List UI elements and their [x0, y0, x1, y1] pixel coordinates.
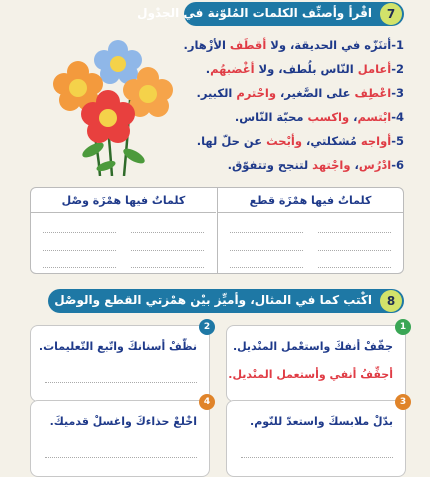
answer-line[interactable]	[241, 457, 393, 458]
answer-line[interactable]	[131, 250, 204, 251]
answer-line[interactable]	[45, 382, 197, 383]
sentence-item	[228, 158, 404, 172]
sentence-item	[197, 134, 404, 148]
sentence-number: 6-	[391, 158, 404, 172]
example-answer: أجفِّفُ أنفي وأستعمل المنْديل.	[228, 368, 393, 381]
sentence-text: لتنجح وتتفوّق.	[227, 158, 313, 172]
box-sentence: اخْلعْ حذاءكَ واغسلْ قدميكَ.	[49, 415, 197, 428]
box-number-badge: 4	[199, 394, 215, 410]
hamzat-wasl-column	[31, 188, 216, 273]
box-number-badge: 2	[199, 319, 215, 335]
box-number-badge: 3	[395, 394, 411, 410]
exercise-8-header	[48, 289, 404, 313]
highlighted-word: أغْضبهُم	[210, 62, 255, 76]
highlighted-word: واجْتهد	[312, 158, 351, 172]
highlighted-word: واكسب	[307, 110, 350, 124]
box-number-badge: 1	[395, 319, 411, 335]
highlighted-word: وأبْحث	[266, 134, 302, 148]
exercise-box	[30, 322, 211, 402]
sentence-number: 5-	[391, 134, 404, 148]
sentence-number: 2-	[391, 62, 404, 76]
sentence-text: محبّة النّاس.	[234, 110, 308, 124]
answer-line[interactable]	[43, 250, 116, 251]
answer-line[interactable]	[43, 267, 116, 268]
sentence-number: 4-	[391, 110, 404, 124]
exercise-box	[226, 322, 407, 402]
sentence-item	[206, 62, 404, 76]
answer-line[interactable]	[45, 457, 197, 458]
sentence-text: ،	[349, 110, 358, 124]
sentence-item	[183, 38, 404, 52]
hamzat-qat-column	[217, 188, 403, 273]
sentence-item	[196, 86, 404, 100]
answer-line[interactable]	[230, 267, 303, 268]
exercise-title: اكْتب كما في المثال، وأميِّز بيْن همْزتي القطع والوصْل	[54, 293, 372, 307]
sentence-number: 3-	[391, 86, 404, 100]
highlighted-word: ادْرُس	[358, 158, 392, 172]
column-header: كلماتٌ فيها همْزَة قطع	[218, 188, 403, 213]
answer-line[interactable]	[318, 232, 391, 233]
box-sentence: جفّفْ أنفكَ واستعْمل المنْديل.	[232, 340, 393, 353]
exercise-title: اقْرأ وأصنِّف الكلمات المُلوّنة في الجدْول	[137, 6, 372, 20]
answer-line[interactable]	[131, 232, 204, 233]
exercise-number: 8	[380, 290, 402, 312]
highlighted-word: أواجه	[360, 134, 392, 148]
answer-line[interactable]	[230, 250, 303, 251]
sentence-text: .	[205, 62, 211, 76]
sentence-text: النّاس بلُطف، ولا	[254, 62, 358, 76]
answer-line[interactable]	[43, 232, 116, 233]
answer-line[interactable]	[318, 267, 391, 268]
box-sentence: بدّلْ ملابسكَ واستعدّ للنّوم.	[250, 415, 393, 428]
exercise-7-header	[137, 2, 404, 26]
answer-line[interactable]	[131, 267, 204, 268]
sentence-text: الأزْهار.	[183, 38, 230, 52]
flowers-illustration	[48, 38, 176, 176]
sentence-text: الكبير.	[196, 86, 237, 100]
exercise-number: 7	[380, 3, 402, 25]
exercise-box	[226, 397, 407, 477]
box-sentence: نظّفْ أسنانكَ واتّبع التّعليمات.	[38, 340, 197, 353]
highlighted-word: أعامل	[357, 62, 392, 76]
exercise-box	[30, 397, 211, 477]
highlighted-word: ابْتسم	[357, 110, 392, 124]
highlighted-word: واحْترم	[236, 86, 276, 100]
answer-line[interactable]	[230, 232, 303, 233]
highlighted-word: اعْطِف	[354, 86, 392, 100]
column-header: كلماتٌ فيها همْزَة وصْل	[31, 188, 216, 213]
highlighted-word: أقطَف	[229, 38, 267, 52]
classification-table	[30, 187, 404, 274]
sentence-text: ،	[350, 158, 359, 172]
sentence-text: عن حلّ لها.	[196, 134, 267, 148]
sentence-text: أتنَزّه في الحديقة، ولا	[266, 38, 392, 52]
sentence-text: على الصَّغير،	[276, 86, 355, 100]
sentence-text: مُشكلتي،	[301, 134, 361, 148]
sentence-number: 1-	[391, 38, 404, 52]
answer-line[interactable]	[318, 250, 391, 251]
sentence-item	[235, 110, 404, 124]
